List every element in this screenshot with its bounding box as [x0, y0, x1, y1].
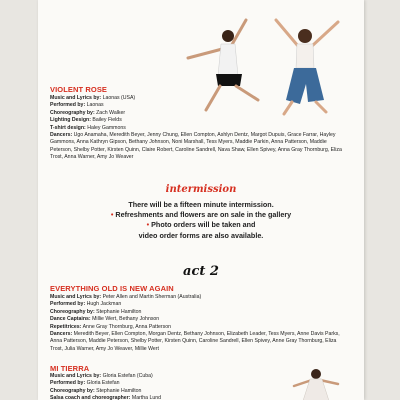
bullet-icon: • [146, 220, 150, 230]
credit-label: Repetitrices: [50, 323, 82, 330]
bullet-icon: • [110, 210, 114, 220]
credits-violent-rose [50, 95, 346, 162]
credit-row [50, 95, 346, 102]
credit-label: Music and Lyrics by: [50, 294, 102, 300]
credit-value: Gloria Estefan (Cuba) [102, 373, 153, 379]
dancers-photo [38, 0, 364, 84]
credit-row [50, 316, 346, 323]
credit-row [50, 102, 346, 109]
credit-row [50, 117, 346, 124]
dancer-bottom-figure [286, 364, 346, 400]
credit-label: Choreography by: [50, 109, 95, 116]
section-title-mi-tierra: MI TIERRA [50, 364, 90, 373]
credit-row [50, 373, 280, 380]
credit-value: Zach Walker [96, 109, 126, 116]
credit-row [50, 294, 346, 301]
credit-label: Dance Captains: [50, 316, 91, 323]
credit-row [50, 324, 346, 331]
credit-label: Salsa coach and choreographer: [50, 395, 131, 400]
intermission-line: There will be a fifteen minute intermission. [128, 200, 274, 209]
section-title-violent-rose: VIOLENT ROSE [50, 85, 108, 94]
section-title-everything-old: EVERYTHING OLD IS NEW AGAIN [50, 284, 174, 293]
credit-row [50, 331, 346, 353]
credit-value: Stephanie Hamilton [96, 308, 142, 315]
credit-label: Dancers: [50, 331, 73, 338]
credit-value: Peter Allen and Martin Sherman (Australia) [102, 294, 202, 300]
intermission-line: video order forms are also available. [138, 230, 264, 240]
intermission-line [38, 220, 364, 230]
credit-row [50, 309, 346, 316]
credit-row [50, 380, 280, 387]
credit-row [50, 110, 346, 117]
intermission-line [38, 210, 364, 220]
credit-value: Laonas [86, 102, 104, 109]
credit-row [50, 132, 346, 162]
credit-label: Lighting Design: [50, 117, 91, 124]
credit-value: Bailey Fields [92, 117, 122, 124]
credit-label: Performed by: [50, 301, 86, 308]
credit-value: Hugh Jackman [86, 301, 122, 308]
credit-row [50, 388, 280, 395]
credit-value: Anne Gray Thornburg, Anna Patterson [82, 323, 172, 330]
credit-label: Choreography by: [50, 308, 95, 315]
intermission-line-text: Photo orders will be taken and [151, 220, 256, 230]
credit-label: Performed by: [50, 380, 86, 387]
program-page [38, 0, 364, 400]
intermission-title: intermission [165, 184, 237, 195]
credits-mi-tierra [50, 373, 280, 400]
credit-row [50, 301, 346, 308]
credit-value: Ugo Anamaha, Meredith Beyer, Jenny Chung, Ellen Compton, Ashlyn Dentz, Margot Dupuis, Grace Farrar, Hayley Gammons, Anna Kathryn Gipson, Bethany Johnson, Noni Marshall, Tess Myers, Maddie Parkin, Anna Patterson, Maddie Peterson, Shelby Potter, Kirsten Quinn, Claire Robert, Caroline Sandrell, Nava Shaw, Ellen Spivey, Anna Gray Thornburg, Eliza Trost, Anna Warner, Amy Jo Weaver [50, 132, 342, 161]
intermission-notes [38, 200, 364, 241]
intermission-line-text: Refreshments and flowers are on sale in the gallery [115, 210, 292, 220]
credit-value: Martha Lund [131, 395, 162, 400]
credit-value: Meredith Beyer, Ellen Compton, Morgan Dentz, Bethany Johnson, Elizabeth Leader, Tess Myers, Anne Davis Parks, Anna Patterson, Maddie Peterson, Shelby Potter, Kirsten Quinn, Caroline Sandrell, Ellen Spivey, Anne Gray Thornburg, Eliza Trost, Julia Warner, Amy Jo Weaver, Millie Wert [50, 331, 340, 352]
credit-label: Choreography by: [50, 387, 95, 394]
credit-label: Dancers: [50, 132, 73, 139]
credit-value: Gloria Estefan [86, 380, 120, 387]
credit-value: Millie Wert, Bethany Johnson [92, 316, 160, 323]
credit-row [50, 395, 280, 400]
credits-everything-old [50, 294, 346, 353]
credit-label: Music and Lyrics by: [50, 95, 102, 101]
credit-row [50, 125, 346, 132]
credit-value: Stephanie Hamilton [96, 387, 142, 394]
credit-value: Laonas (USA) [102, 95, 136, 101]
credit-label: Performed by: [50, 102, 86, 109]
credit-label: Music and Lyrics by: [50, 373, 102, 379]
credit-value: Haley Gammons [87, 124, 126, 131]
act-2-heading: act 2 [183, 264, 219, 279]
credit-label: T-shirt design: [50, 124, 86, 131]
